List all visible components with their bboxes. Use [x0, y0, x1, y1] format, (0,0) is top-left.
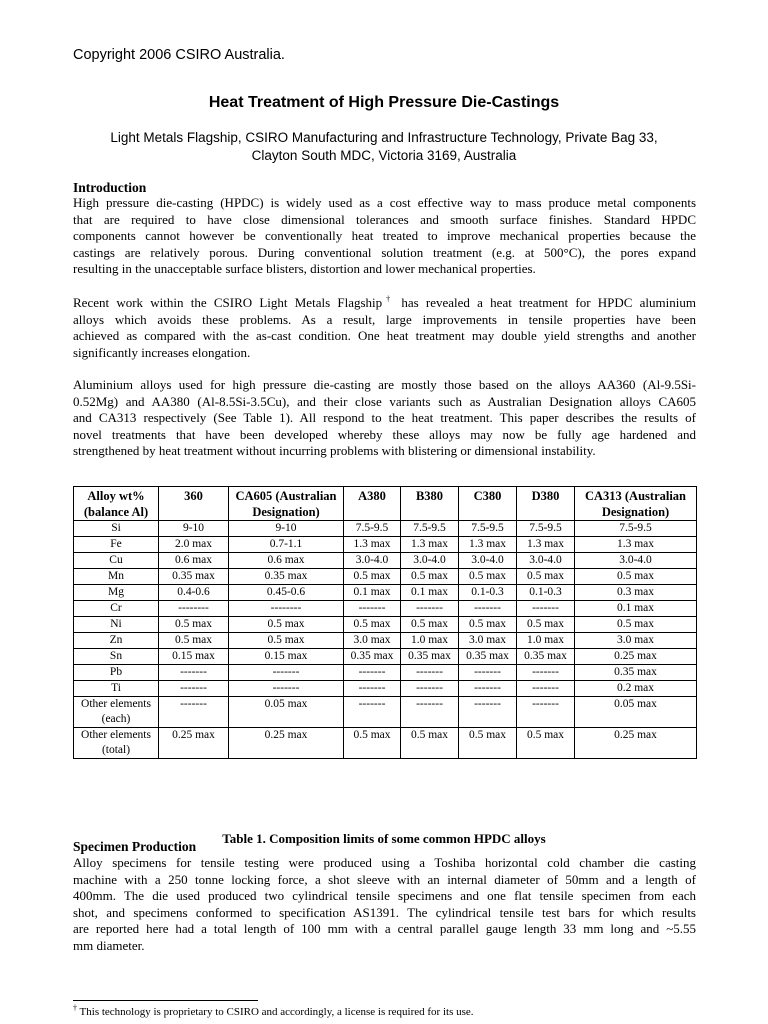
table-cell: -------	[401, 681, 459, 697]
text-line: significantly increases elongation.	[73, 344, 251, 360]
table-row-label: Ti	[74, 681, 159, 697]
table-cell: 0.35 max	[159, 569, 229, 585]
table-cell: -------	[517, 697, 575, 728]
table-row	[74, 521, 697, 537]
table-caption: Table 1. Composition limits of some common HPDC alloys	[222, 831, 546, 846]
table-row-label: Ni	[74, 617, 159, 633]
table-cell: -------	[401, 601, 459, 617]
table-cell: 0.5 max	[401, 617, 459, 633]
table-row	[74, 728, 697, 759]
table-row-label: Other elements (total)	[74, 728, 159, 759]
text-line: resulting in the unacceptable surface blisters, distortion and lower mechanical properties.	[73, 261, 536, 277]
table-row	[74, 697, 697, 728]
footnote-divider	[73, 1000, 258, 1001]
table-cell: 1.3 max	[344, 537, 401, 553]
table-cell: -------	[401, 665, 459, 681]
table-cell: 0.25 max	[575, 728, 697, 759]
table-cell: -------	[229, 681, 344, 697]
composition-table	[73, 486, 697, 759]
table-cell: 1.3 max	[575, 537, 697, 553]
specimen-heading: Specimen Production	[73, 839, 197, 854]
table-cell: 2.0 max	[159, 537, 229, 553]
text-line: shot, and specimens conformed to specification AS1391. The cylindrical tensile test bars for which results	[73, 904, 696, 920]
table-cell: 7.5-9.5	[401, 521, 459, 537]
page-title: Heat Treatment of High Pressure Die-Castings	[208, 94, 560, 111]
table-cell: -------	[344, 665, 401, 681]
table-cell: 0.1 max	[575, 601, 697, 617]
table-cell: 0.35 max	[517, 649, 575, 665]
table-header-cell: D380	[517, 487, 575, 521]
table-cell: 1.0 max	[401, 633, 459, 649]
table-cell: 1.0 max	[517, 633, 575, 649]
table-cell: 0.4-0.6	[159, 585, 229, 601]
table-cell: 0.35 max	[229, 569, 344, 585]
text-line: components cannot however be conventionally heat treated to improve mechanical properties because the	[73, 228, 696, 244]
table-cell: 0.5 max	[575, 569, 697, 585]
affiliation	[73, 129, 695, 165]
table-cell: 0.2 max	[575, 681, 697, 697]
table-cell: 3.0 max	[459, 633, 517, 649]
affiliation-line: Clayton South MDC, Victoria 3169, Australia	[251, 148, 517, 163]
table-cell: 0.5 max	[401, 569, 459, 585]
table-cell: 0.25 max	[575, 649, 697, 665]
table-row-label: Mn	[74, 569, 159, 585]
table-cell: 0.6 max	[159, 553, 229, 569]
table-cell: 0.7-1.1	[229, 537, 344, 553]
table-row-label: Other elements (each)	[74, 697, 159, 728]
table-header-cell: B380	[401, 487, 459, 521]
table-row	[74, 585, 697, 601]
table-cell: 0.3 max	[575, 585, 697, 601]
table-row-label: Mg	[74, 585, 159, 601]
table-row-label: Zn	[74, 633, 159, 649]
table-cell: -------	[517, 681, 575, 697]
footnote-text: This technology is proprietary to CSIRO and accordingly, a license is required for its use.	[77, 1006, 474, 1018]
table-body	[74, 521, 697, 759]
table-row	[74, 617, 697, 633]
table-cell: 0.25 max	[229, 728, 344, 759]
table-row-label: Cr	[74, 601, 159, 617]
table-cell: 0.05 max	[575, 697, 697, 728]
table-cell: 7.5-9.5	[344, 521, 401, 537]
table-row	[74, 649, 697, 665]
table-cell: 3.0-4.0	[344, 553, 401, 569]
table-cell: 0.1 max	[344, 585, 401, 601]
table-cell: 7.5-9.5	[517, 521, 575, 537]
text-line: High pressure die-casting (HPDC) is widely used as a cost effective way to mass produce metal components	[73, 195, 696, 210]
table-header-cell: 360	[159, 487, 229, 521]
table-cell: 0.15 max	[229, 649, 344, 665]
table-row-label: Cu	[74, 553, 159, 569]
table-row-label: Si	[74, 521, 159, 537]
intro-paragraph-2	[73, 295, 696, 361]
table-cell: -------	[401, 697, 459, 728]
text-line: novel treatments that have been developed whereby these alloys may now be fully age hardened and	[73, 426, 696, 442]
table-cell: 0.5 max	[517, 617, 575, 633]
table-cell: 0.5 max	[229, 617, 344, 633]
footnote-mark: †	[73, 1003, 77, 1013]
table-header-cell: CA605 (Australian Designation)	[229, 487, 344, 521]
footnote	[73, 1003, 474, 1018]
table-cell: -------	[459, 681, 517, 697]
table-cell: 0.45-0.6	[229, 585, 344, 601]
table-cell: 0.5 max	[159, 617, 229, 633]
intro-paragraph-1	[73, 195, 696, 278]
text-line: 0.52Mg) and AA380 (Al-8.5Si-3.5Cu), and their close variants such as Australian Designation alloys CA605	[73, 393, 696, 409]
table-row-label: Pb	[74, 665, 159, 681]
table-cell: 0.5 max	[459, 728, 517, 759]
table-cell: 1.3 max	[401, 537, 459, 553]
table-row	[74, 665, 697, 681]
text-line	[73, 295, 696, 312]
text-line: and CA313 respectively (See Table 1). All respond to the heat treatment. This paper describes the results of	[73, 410, 696, 426]
table-cell: 1.3 max	[459, 537, 517, 553]
table-cell: -------	[459, 665, 517, 681]
table-header-row	[74, 487, 697, 521]
table-row-label: Sn	[74, 649, 159, 665]
table-cell: 0.5 max	[575, 617, 697, 633]
text-line: machine with a 250 tonne locking force, a shot sleeve with an internal diameter of 50mm and a length of	[73, 871, 696, 887]
text-line: 400mm. The die used produced two cylindrical tensile specimens and one flat tensile specimen from each	[73, 888, 696, 904]
table-cell: -------	[517, 665, 575, 681]
table-cell: 0.05 max	[229, 697, 344, 728]
table-cell: 3.0-4.0	[459, 553, 517, 569]
table-row	[74, 537, 697, 553]
table-cell: 3.0-4.0	[517, 553, 575, 569]
table-header-cell: C380	[459, 487, 517, 521]
table-cell: 9-10	[229, 521, 344, 537]
table-cell: 1.3 max	[517, 537, 575, 553]
table-cell: 0.15 max	[159, 649, 229, 665]
table-cell: 0.5 max	[344, 617, 401, 633]
text-line: achieved as compared with the as-cast condition. One heat treatment may double yield strengths and another	[73, 328, 696, 344]
copyright-notice: Copyright 2006 CSIRO Australia.	[73, 47, 285, 63]
text-line: mm diameter.	[73, 937, 145, 953]
text-line: Aluminium alloys used for high pressure die-casting are mostly those based on the alloys AA360 (Al-9.5Si-	[73, 377, 696, 392]
table-cell: -------	[459, 697, 517, 728]
table-row	[74, 601, 697, 617]
table-cell: 0.6 max	[229, 553, 344, 569]
table-cell: 0.35 max	[401, 649, 459, 665]
intro-paragraph-3	[73, 377, 696, 460]
table-cell: 0.5 max	[344, 569, 401, 585]
affiliation-line: Light Metals Flagship, CSIRO Manufacturing and Infrastructure Technology, Private Bag 33,	[110, 130, 658, 145]
table-cell: 0.1-0.3	[517, 585, 575, 601]
table-cell: 0.35 max	[459, 649, 517, 665]
table-cell: 0.1 max	[401, 585, 459, 601]
table-cell: 3.0 max	[344, 633, 401, 649]
table-cell: 9-10	[159, 521, 229, 537]
table-cell: 0.5 max	[344, 728, 401, 759]
table-cell: 0.5 max	[401, 728, 459, 759]
table-cell: 0.35 max	[344, 649, 401, 665]
table-cell: -------	[517, 601, 575, 617]
text-fragment: Recent work within the CSIRO Light Metals Flagship	[73, 295, 383, 310]
table-cell: -------	[344, 601, 401, 617]
table-header-cell: A380	[344, 487, 401, 521]
introduction-heading: Introduction	[73, 180, 147, 195]
table-row	[74, 681, 697, 697]
text-line: castings are relatively porous. During conventional solution treatment (e.g. at 500°C), the pores expand	[73, 244, 696, 260]
text-fragment: has revealed a heat treatment for HPDC aluminium	[394, 295, 696, 310]
table-cell: --------	[159, 601, 229, 617]
table-cell: 0.5 max	[517, 728, 575, 759]
table-row	[74, 553, 697, 569]
table-cell: -------	[344, 681, 401, 697]
table-cell: 0.35 max	[575, 665, 697, 681]
table-cell: --------	[229, 601, 344, 617]
table-row	[74, 633, 697, 649]
table-cell: 0.5 max	[229, 633, 344, 649]
table-cell: -------	[459, 601, 517, 617]
table-cell: -------	[229, 665, 344, 681]
text-line: alloys which avoids these problems. As a result, large improvements in tensile properties have been	[73, 311, 696, 327]
table-cell: 0.5 max	[517, 569, 575, 585]
table-cell: 0.1-0.3	[459, 585, 517, 601]
text-line: are reported here had a total length of 100 mm with a central parallel gauge length 33 mm long and ~5.55	[73, 921, 696, 937]
table-cell: 7.5-9.5	[459, 521, 517, 537]
table-cell: -------	[159, 697, 229, 728]
table-cell: 0.5 max	[459, 617, 517, 633]
table-cell: 0.5 max	[159, 633, 229, 649]
table-row	[74, 569, 697, 585]
text-line: Alloy specimens for tensile testing were produced using a Toshiba horizontal cold chamber die casting	[73, 855, 696, 870]
table-header-cell: Alloy wt% (balance Al)	[74, 487, 159, 521]
specimen-paragraph	[73, 855, 696, 955]
text-line: strengthened by heat treatment without incurring problems with blistering or dimensional instability.	[73, 443, 596, 459]
table-header-cell: CA313 (Australian Designation)	[575, 487, 697, 521]
table-row-label: Fe	[74, 537, 159, 553]
table-cell: -------	[344, 697, 401, 728]
table-cell: -------	[159, 681, 229, 697]
footnote-dagger: †	[382, 294, 395, 304]
table-cell: -------	[159, 665, 229, 681]
text-line: that are required to have close dimensional tolerances and smooth surface finishes. Standard HPDC	[73, 211, 696, 227]
table-cell: 3.0-4.0	[401, 553, 459, 569]
table-cell: 3.0-4.0	[575, 553, 697, 569]
table-cell: 0.25 max	[159, 728, 229, 759]
table-cell: 3.0 max	[575, 633, 697, 649]
table-cell: 7.5-9.5	[575, 521, 697, 537]
table-cell: 0.5 max	[459, 569, 517, 585]
